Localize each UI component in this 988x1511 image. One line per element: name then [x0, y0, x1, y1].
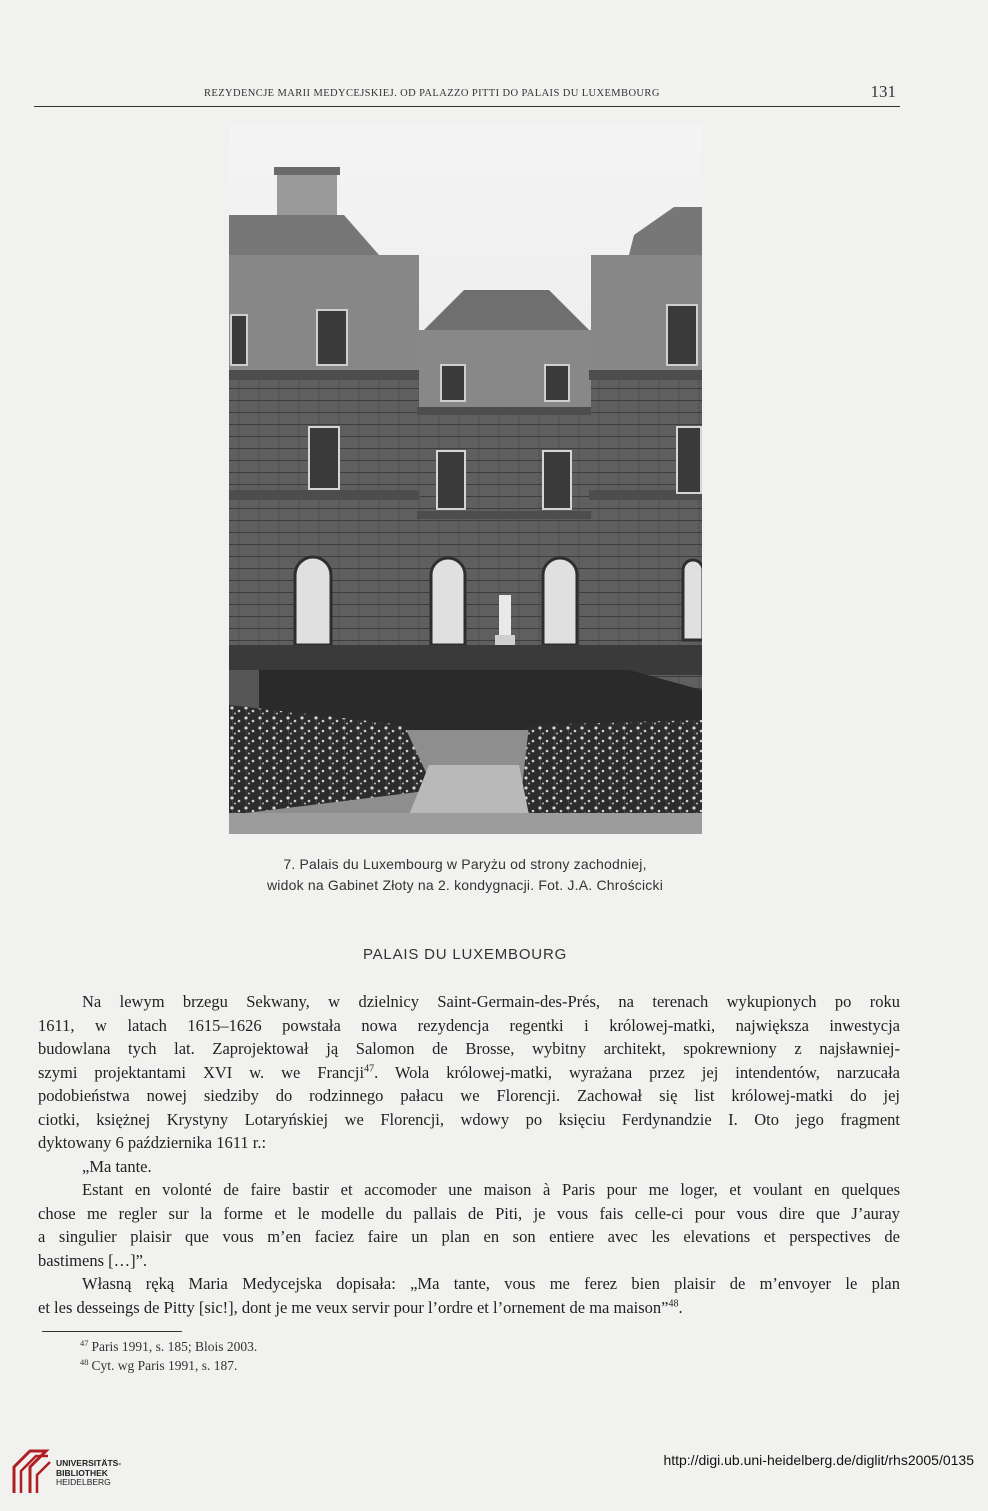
logo-line: UNIVERSITÄTS-	[56, 1458, 122, 1468]
text-line: bastimens […]”.	[38, 1250, 148, 1270]
text-line	[38, 1296, 900, 1320]
logo-line: HEIDELBERG	[56, 1477, 111, 1487]
running-head	[34, 82, 900, 107]
text-segment: et les desseings de Pitty [sic!], dont je me veux servir pour l’ordre et l’ornement de ma maison”	[38, 1297, 669, 1317]
footnotes	[80, 1337, 580, 1375]
text-line: Własną ręką Maria Medycejska dopisała: „Ma tante, vous me ferez bien plaisir de m’envoyer le plan	[82, 1274, 900, 1293]
running-title: REZYDENCJE MARII MEDYCEJSKIEJ. OD PALAZZO PITTI DO PALAIS DU LUXEMBOURG	[204, 88, 660, 99]
text-line	[38, 1061, 900, 1085]
source-url-link[interactable]: http://digi.ub.uni-heidelberg.de/diglit/rhs2005/0135	[663, 1452, 974, 1468]
page-number: 131	[870, 82, 896, 101]
text-line: ciotki, księżnej Krystyny Lotaryńskiej we Florencji, wdowy po księciu Ferdynandzie I. Oto jego fragment	[38, 1109, 900, 1129]
salutation: „Ma tante.	[82, 1156, 152, 1176]
caption-line: widok na Gabinet Złoty na 2. kondygnacji. Fot. J.A. Chrościcki	[266, 877, 664, 893]
library-logo-text	[56, 1459, 121, 1488]
footnote-48	[80, 1356, 580, 1375]
text-line: a singulier plaisir que vous m’en faciez faire un plan en son entiere avec les elevations et perspectives de	[38, 1227, 900, 1246]
text-segment: .	[678, 1297, 683, 1317]
text-line: 1611, w latach 1615–1626 powstała nowa rezydencja regentki i królowej-matki, największa inwestycja	[38, 1015, 900, 1035]
text-line: Estant en volonté de faire bastir et accomoder une maison à Paris pour me loger, et voulant en quelques	[82, 1180, 900, 1199]
text-line: budowlana tych lat. Zaprojektował ją Salomon de Brosse, wybitny architekt, spokrewniony z najsławniej-	[38, 1039, 900, 1058]
library-logo-icon	[10, 1447, 52, 1497]
logo-line: BIBLIOTHEK	[56, 1467, 108, 1478]
figure-caption	[150, 854, 780, 896]
footnote-ref-48[interactable]: 48	[668, 1298, 679, 1309]
text-line: Na lewym brzegu Sekwany, w dzielnicy Saint-Germain-des-Prés, na terenach wykupionych po roku	[82, 992, 900, 1011]
section-title: PALAIS DU LUXEMBOURG	[362, 946, 568, 963]
footnote-47	[80, 1337, 580, 1356]
footnote-text: Cyt. wg Paris 1991, s. 187.	[91, 1358, 238, 1373]
footnote-number: 48	[80, 1356, 89, 1367]
text-line: dyktowany 6 października 1611 r.:	[38, 1133, 267, 1152]
footnote-ref-47[interactable]: 47	[364, 1063, 375, 1074]
palace-photograph	[229, 125, 702, 834]
body-text	[38, 990, 900, 1319]
text-line: podobieństwa nowej siedziby do rodzinnego pałacu we Florencji. Zachował się list królowej-matki do jej	[38, 1086, 900, 1105]
library-logo[interactable]	[10, 1447, 170, 1497]
footnote-text: Paris 1991, s. 185; Blois 2003.	[91, 1339, 258, 1354]
text-line: chose me regler sur la forme et le modelle du pallais de Piti, je vous fais celle-ci pour vous dire que J’auray	[38, 1203, 900, 1223]
footnote-number: 47	[80, 1337, 89, 1348]
caption-line: 7. Palais du Luxembourg w Paryżu od strony zachodniej,	[283, 856, 647, 872]
text-segment: szymi projektantami XVI w. we Francji	[38, 1062, 365, 1082]
text-segment: . Wola królowej-matki, wyrażana przez jej intendentów, narzucała	[374, 1062, 901, 1082]
footnote-divider	[42, 1331, 182, 1332]
